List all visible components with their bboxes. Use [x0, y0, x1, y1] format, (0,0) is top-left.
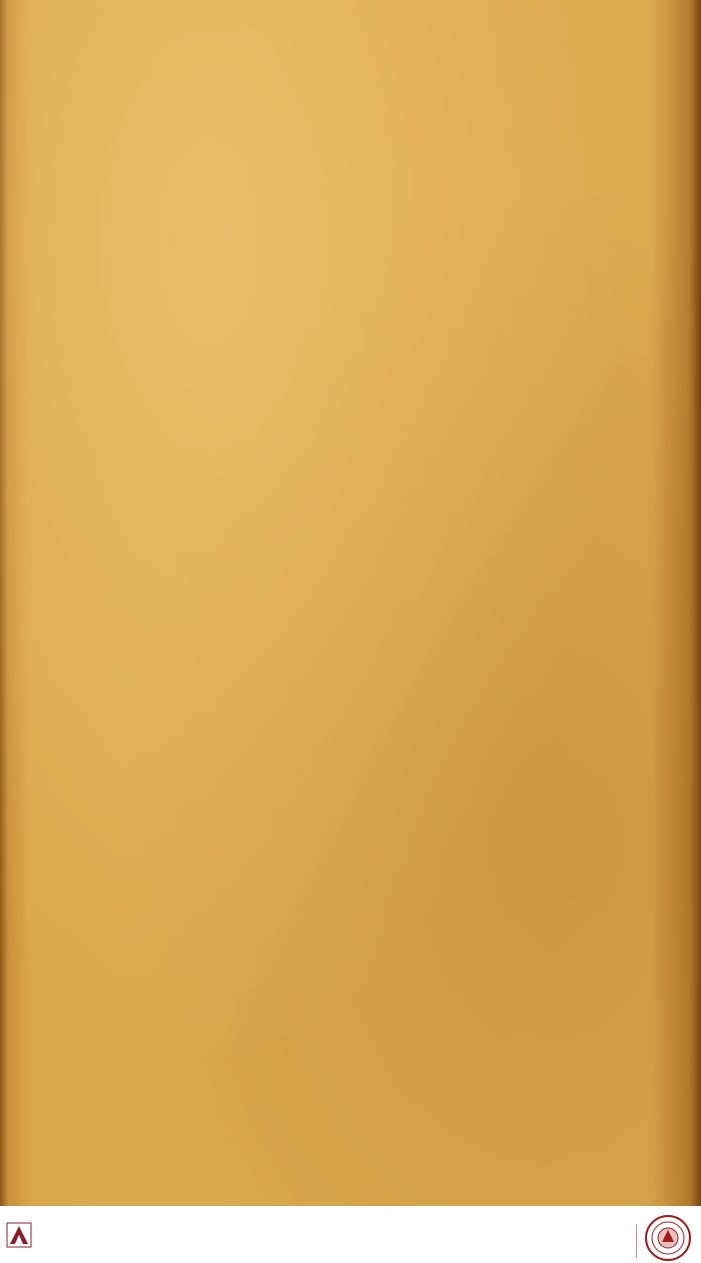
footer-bar — [0, 1206, 701, 1263]
university-seal-icon — [645, 1215, 691, 1261]
library-logo-icon — [6, 1222, 32, 1248]
footer-divider — [636, 1224, 637, 1258]
page-header — [44, 30, 641, 70]
